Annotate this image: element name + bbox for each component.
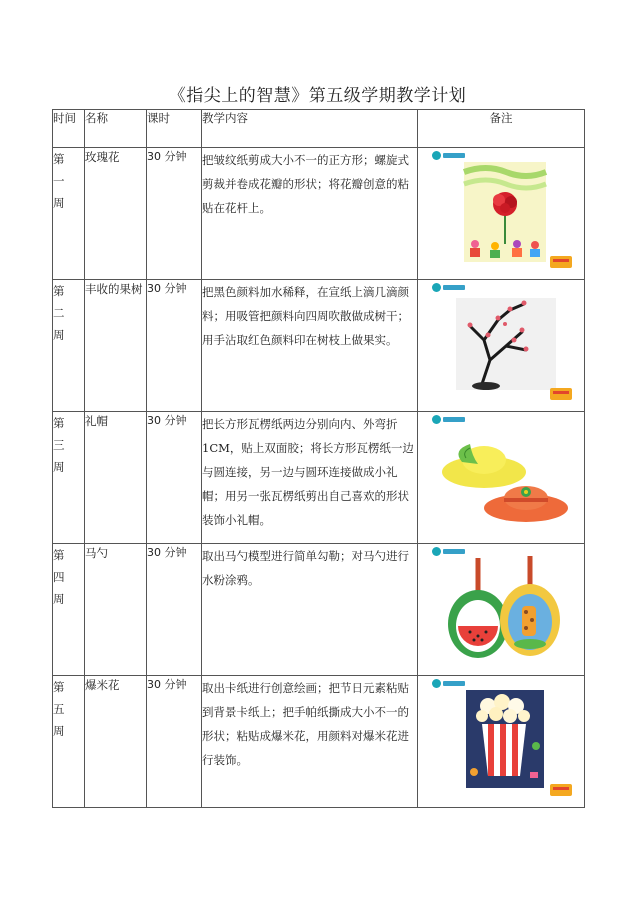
rose-craft-image (426, 148, 576, 270)
lesson-name: 爆米花 (85, 676, 147, 808)
week-cell: 第 四 周 (53, 544, 85, 676)
week-cell: 第 二 周 (53, 280, 85, 412)
lesson-plan-table (52, 109, 585, 808)
logo-icon (432, 283, 466, 293)
table-row (53, 148, 585, 280)
header-name: 名称 (85, 110, 147, 148)
lesson-content: 把皱纹纸剪成大小不一的正方形；螺旋式剪裁并卷成花瓣的形状；将花瓣创意的粘贴在花杆上。 (202, 148, 418, 280)
table-row (53, 280, 585, 412)
lesson-name: 马勺 (85, 544, 147, 676)
stamp-icon (550, 784, 572, 796)
header-content: 教学内容 (202, 110, 418, 148)
logo-icon (432, 679, 466, 689)
stamp-icon (550, 256, 572, 268)
header-time: 时间 (53, 110, 85, 148)
table-header-row (53, 110, 585, 148)
lesson-period: 30 分钟 (147, 148, 202, 280)
document-title: 《指尖上的智慧》第五级学期教学计划 (168, 86, 467, 106)
popcorn-collage-image (426, 676, 576, 798)
header-note: 备注 (418, 110, 585, 148)
lesson-period: 30 分钟 (147, 280, 202, 412)
lesson-period: 30 分钟 (147, 412, 202, 544)
lesson-name: 丰收的果树 (85, 280, 147, 412)
logo-icon (432, 415, 466, 425)
week-cell: 第 一 周 (53, 148, 85, 280)
header-period: 课时 (147, 110, 202, 148)
lesson-period: 30 分钟 (147, 544, 202, 676)
stamp-icon (550, 388, 572, 400)
logo-icon (432, 547, 466, 557)
lesson-name: 礼帽 (85, 412, 147, 544)
lesson-content: 把黑色颜料加水稀释，在宣纸上滴几滴颜料；用吸管把颜料向四周吹散做成树干；用手沾取红色颜料印在树枝上做果实。 (202, 280, 418, 412)
fruit-tree-painting-image (426, 280, 576, 402)
table-row (53, 544, 585, 676)
lesson-period: 30 分钟 (147, 676, 202, 808)
table-row (53, 676, 585, 808)
logo-icon (432, 151, 466, 161)
table-row (53, 412, 585, 544)
lesson-content: 取出卡纸进行创意绘画；把节日元素粘贴到背景卡纸上；把手帕纸撕成大小不一的形状；粘贴成爆米花，用颜料对爆米花进行装饰。 (202, 676, 418, 808)
lesson-name: 玫瑰花 (85, 148, 147, 280)
week-cell: 第 五 周 (53, 676, 85, 808)
lesson-content: 取出马勺模型进行简单勾勒；对马勺进行水粉涂鸦。 (202, 544, 418, 676)
painted-ladle-image (426, 544, 576, 666)
paper-hat-craft-image (426, 412, 576, 534)
week-cell: 第 三 周 (53, 412, 85, 544)
lesson-content: 把长方形瓦楞纸两边分别向内、外弯折 1CM，贴上双面胶；将长方形瓦楞纸一边与圆连接，另一边与圆环连接做成小礼帽；用另一张瓦楞纸剪出自己喜欢的形状装饰小礼帽。 (202, 412, 418, 544)
